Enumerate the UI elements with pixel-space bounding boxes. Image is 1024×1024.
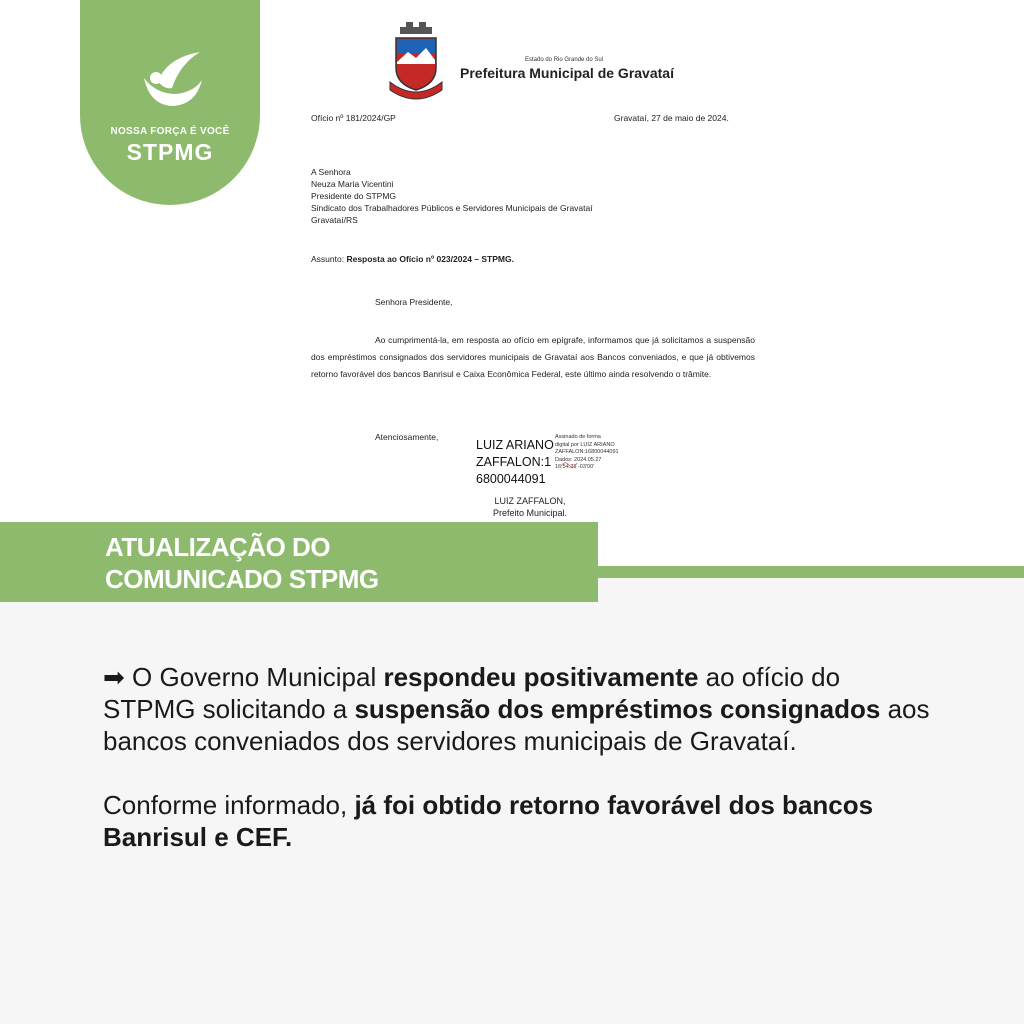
recipient-line: Presidente do STPMG — [311, 191, 397, 201]
post-paragraph-1 — [103, 661, 933, 757]
arrow-icon: ➡ — [103, 662, 125, 692]
signer-role: Prefeito Municipal. — [492, 508, 568, 518]
signature-scribble-icon — [560, 458, 578, 470]
headline-stripe — [598, 566, 1024, 578]
signature-line: ZAFFALON:1 — [476, 455, 552, 469]
text-run: O Governo Municipal — [124, 662, 384, 692]
subject-text: Resposta ao Ofício nº 023/2024 – STPMG. — [346, 254, 514, 264]
badge-brand: STPMG — [126, 139, 214, 165]
bold-run: respondeu positivamente — [383, 662, 699, 692]
letterhead-title: Prefeitura Municipal de Gravataí — [460, 65, 674, 81]
text-run: ao ofício do STPMG solicitando a — [103, 662, 841, 724]
bold-run: já foi obtido retorno favorável dos bancos Banrisul e CEF. — [103, 790, 874, 852]
recipient-line: Gravataí/RS — [311, 215, 358, 225]
signature-note-line: 16:54:28 -03'00' — [555, 464, 595, 470]
post-paragraph-2 — [103, 789, 933, 853]
headline-band — [0, 522, 598, 602]
letter-subject — [311, 254, 514, 264]
letter-closing: Atenciosamente, — [375, 432, 439, 442]
stpmg-logo-badge — [80, 0, 260, 205]
signature-note-line: Dados: 2024.05.27 — [555, 456, 602, 463]
text-run: aos bancos conveniados dos servidores municipais de Gravataí. — [103, 694, 930, 756]
letter-reference: Ofício nº 181/2024/GP — [311, 113, 396, 123]
letter-date: Gravataí, 27 de maio de 2024. — [614, 113, 729, 123]
signature-note-line: digital por LUIZ ARIANO — [555, 441, 615, 448]
headline-line-2: COMUNICADO STPMG — [105, 564, 379, 594]
recipient-line: Neuza Maria Vicentini — [311, 179, 394, 189]
signer-name: LUIZ ZAFFALON, — [494, 496, 566, 506]
signature-note-line: Assinado de forma — [555, 434, 601, 440]
recipient-line: A Senhora — [311, 167, 351, 177]
signer-block — [470, 495, 590, 519]
stpmg-logo-icon — [136, 48, 206, 118]
letterhead-state: Estado do Rio Grande do Sul — [525, 57, 604, 63]
signature-line: LUIZ ARIANO — [476, 438, 554, 452]
subject-label: Assunto: — [311, 254, 345, 264]
text-run: Conforme informado, — [103, 790, 355, 820]
letter-recipient-block — [311, 166, 593, 226]
municipal-crest-icon — [386, 20, 446, 102]
badge-slogan: NOSSA FORÇA É VOCÊ — [110, 126, 230, 137]
headline-line-1: ATUALIZAÇÃO DO — [105, 532, 331, 562]
letter-body: Ao cumprimentá-la, em resposta ao ofício em epígrafe, informamos que já solicitamos a suspensão dos empréstimos consignados dos servidores municipais de Gravataí aos Bancos conveniados, e que já obtivemos retorno favorável dos bancos Banrisul e Caixa Econômica Federal, este último ainda resolvendo o trâmite. — [311, 335, 755, 379]
letter-salutation: Senhora Presidente, — [375, 297, 453, 307]
digital-signature — [476, 437, 554, 488]
bold-run: suspensão dos empréstimos consignados — [354, 694, 881, 724]
post-body — [103, 661, 933, 853]
signature-note-line: ZAFFALON:16800044091 — [555, 449, 619, 455]
recipient-line: Sindicato dos Trabalhadores Públicos e Servidores Municipais de Gravataí — [311, 203, 593, 213]
signature-line: 6800044091 — [476, 472, 546, 486]
